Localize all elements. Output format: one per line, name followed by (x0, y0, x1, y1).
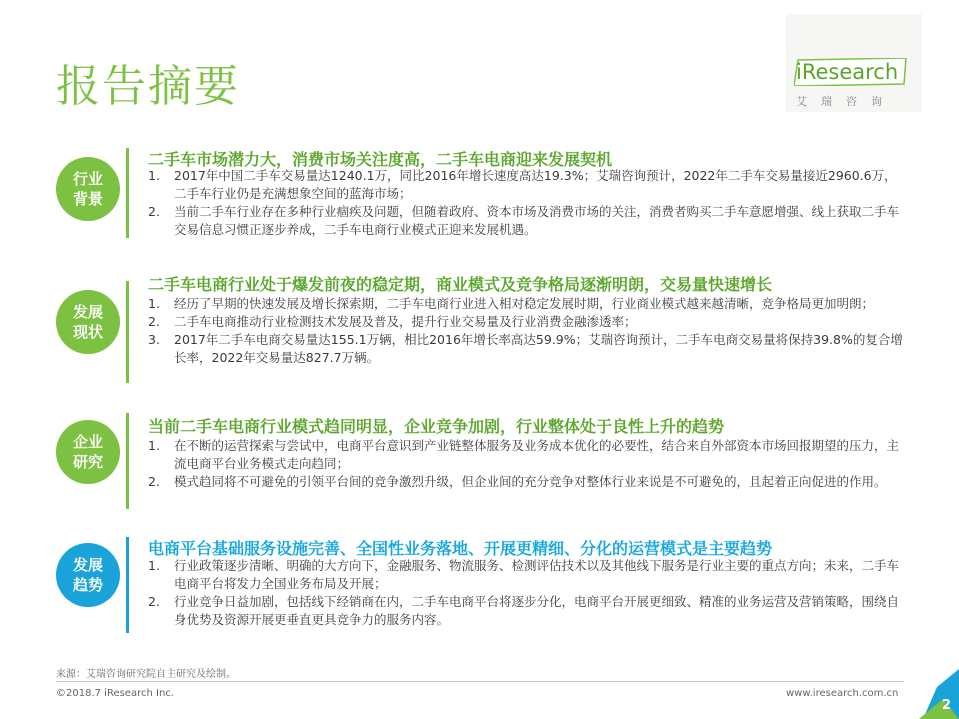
section-badge: 发展 现状 (56, 290, 120, 354)
section-list (148, 295, 908, 367)
list-item: 1. 行业政策逐步清晰、明确的大方向下，金融服务、物流服务、检测评估技术以及其他线下服务是行业主要的重点方向；未来，二手车电商平台将发力全国业务布局及开展； (148, 558, 900, 591)
copyright: ©2018.7 iResearch Inc. (56, 688, 174, 699)
section-list (148, 167, 908, 239)
logo-brand: iResearch (796, 60, 899, 84)
list-item: 3. 2017年二手车电商交易量达155.1万辆，相比2016年增长率高达59.9%；艾瑞咨询预计，二手车电商交易量将保持39.8%的复合增长率，2022年交易量达827.7万辆。 (148, 332, 903, 365)
list-item: 1. 在不断的运营探索与尝试中，电商平台意识到产业链整体服务及业务成本优化的必要性，结合来自外部资本市场回报期望的压力，主流电商平台业务模式走向趋同； (148, 438, 900, 471)
list-item: 2. 行业竞争日益加剧，包括线下经销商在内，二手车电商平台将逐步分化，电商平台开展更细致、精准的业务运营及营销策略，围绕自身优势及资源开展更垂直更具竞争力的服务内容。 (148, 594, 900, 627)
page-title: 报告摘要 (56, 61, 240, 112)
section-divider (126, 281, 129, 383)
section-badge: 企业 研究 (56, 420, 120, 484)
section-divider (126, 413, 129, 509)
section-list (148, 437, 908, 491)
section-divider (126, 148, 129, 238)
list-item: 1. 2017年中国二手车交易量达1240.1万，同比2016年增长速度高达19.3%；艾瑞咨询预计，2022年二手车交易量接近2960.6万，二手车行业仍是充满想象空间的蓝海市场； (148, 168, 897, 201)
list-item: 1. 经历了早期的快速发展及增长探索期，二手车电商行业进入相对稳定发展时期，行业商业模式越来越清晰，竞争格局更加明朗； (148, 296, 875, 311)
section-list (148, 557, 908, 629)
list-item: 2. 模式趋同将不可避免的引领平台间的竞争激烈升级，但企业间的充分竞争对整体行业来说是不可避免的，且起着正向促进的作用。 (148, 474, 887, 489)
logo-cn: 艾瑞咨询 (796, 95, 896, 108)
section-divider (126, 537, 129, 633)
section-headline: 二手车市场潜力大，消费市场关注度高，二手车电商迎来发展契机 (148, 150, 613, 169)
website-link[interactable]: www.iresearch.com.cn (786, 688, 899, 699)
section-headline: 二手车电商行业处于爆发前夜的稳定期，商业模式及竞争格局逐渐明朗，交易量快速增长 (148, 275, 773, 294)
section-headline: 当前二手车电商行业模式趋同明显，企业竞争加剧，行业整体处于良性上升的趋势 (148, 417, 725, 436)
source-note: 来源：艾瑞咨询研究院自主研究及绘制。 (56, 669, 236, 680)
list-item: 2. 当前二手车行业存在多种行业痼疾及问题，但随着政府、资本市场及消费市场的关注，消费者购买二手车意愿增强、线上获取二手车交易信息习惯正逐步养成，二手车电商行业模式正迎来发展机遇。 (148, 204, 900, 237)
section-badge: 发展 趋势 (56, 543, 120, 607)
page-number: 2 (941, 698, 951, 713)
section-headline: 电商平台基础服务设施完善、全国性业务落地、开展更精细、分化的运营模式是主要趋势 (148, 539, 773, 558)
list-item: 2. 二手车电商推动行业检测技术发展及普及，提升行业交易量及行业消费金融渗透率； (148, 314, 637, 329)
section-badge: 行业 背景 (56, 157, 120, 221)
footer-divider (56, 681, 904, 682)
